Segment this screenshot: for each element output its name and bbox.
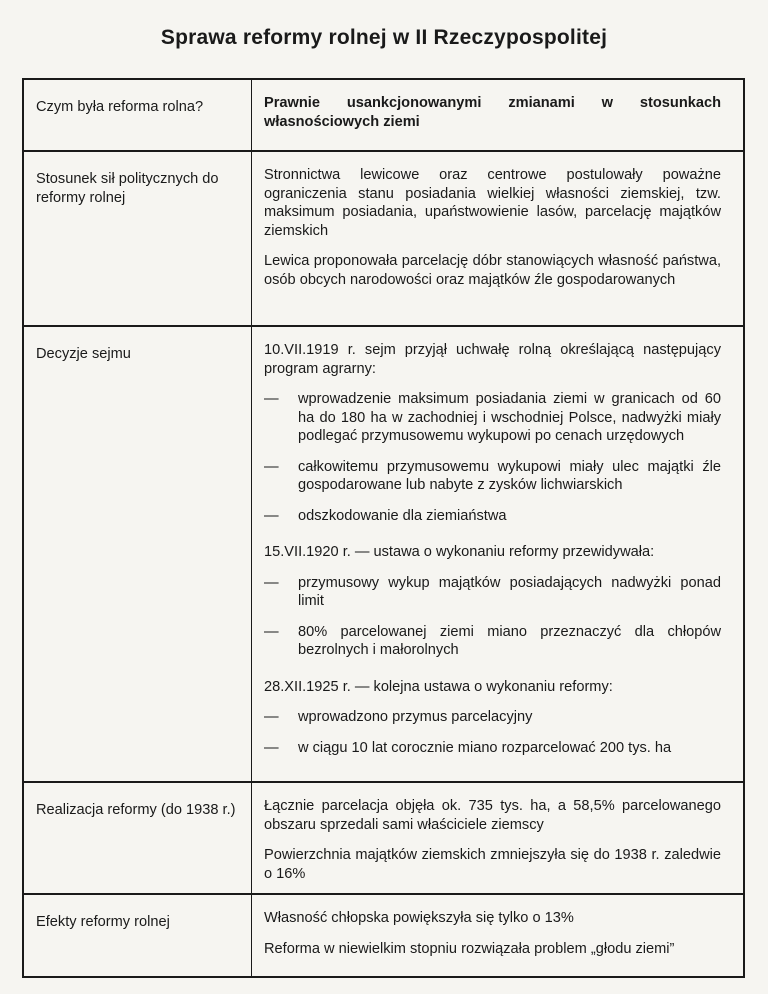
- row-content: [252, 326, 745, 782]
- list-item: — wprowadzono przymus parcelacyjny: [264, 708, 721, 727]
- paragraph: Powierzchnia majątków ziemskich zmniejszyła się do 1938 r. zaledwie o 16%: [264, 847, 721, 882]
- decision-block: [264, 678, 721, 758]
- decision-list: [264, 708, 721, 757]
- list-item: — wprowadzenie maksimum posiadania ziemi w granicach od 60 ha do 180 ha w zachodniej i wschodniej Polsce, nadwyżki miały podlegać przymusowemu wykupowi po cenach urzędowych: [264, 390, 721, 446]
- list-item: — odszkodowanie dla ziemiaństwa: [264, 507, 721, 526]
- definition-text: Prawnie usankcjonowanymi zmianami w stosunkach własnościowych ziemi: [264, 95, 721, 130]
- decision-intro: 28.XII.1925 r. — kolejna ustawa o wykonaniu reformy:: [264, 678, 613, 695]
- decision-list: [264, 390, 721, 525]
- list-item: — 80% parcelowanej ziemi miano przeznaczyć dla chłopów bezrolnych i małorolnych: [264, 623, 721, 660]
- decision-intro: 15.VII.1920 r. — ustawa o wykonaniu reformy przewidywała:: [264, 544, 655, 560]
- table-row: [23, 782, 744, 894]
- table-row: [23, 326, 744, 782]
- row-content: [252, 894, 745, 977]
- decision-intro: 10.VII.1919 r. sejm przyjął uchwałę rolną określającą następujący program agrarny:: [264, 342, 721, 377]
- paragraph: Stronnictwa lewicowe oraz centrowe postulowały poważne ograniczenia stanu posiadania wielkiej własności ziemskiej, tzw. maksimum posiadania, upaństwowienie lasów, parcelację majątków ziemskich: [264, 167, 721, 239]
- table-row: [23, 151, 744, 326]
- page-title: Sprawa reformy rolnej w II Rzeczypospolitej: [160, 26, 608, 49]
- decision-block: [264, 543, 721, 660]
- row-label: Realizacja reformy (do 1938 r.): [23, 782, 252, 894]
- table-row: [23, 894, 744, 977]
- row-content: [252, 79, 745, 151]
- paragraph: Łącznie parcelacja objęła ok. 735 tys. ha, a 58,5% parcelowanego obszaru sprzedali sami właściciele ziemscy: [264, 798, 721, 833]
- row-label: Stosunek sił politycznych do reformy rolnej: [23, 151, 252, 326]
- list-item: — całkowitemu przymusowemu wykupowi miały ulec majątki źle gospodarowane lub nabyte z zysków lichwiarskich: [264, 458, 721, 495]
- row-label: Efekty reformy rolnej: [23, 894, 252, 977]
- paragraph: Lewica proponowała parcelację dóbr stanowiących własność państwa, osób obcych narodowości oraz majątków źle gospodarowanych: [264, 253, 721, 288]
- paragraph: Reforma w niewielkim stopniu rozwiązała problem „głodu ziemi”: [264, 940, 675, 957]
- row-content: [252, 782, 745, 894]
- row-content: [252, 151, 745, 326]
- reform-table: [22, 78, 745, 978]
- decision-list: [264, 574, 721, 660]
- row-label: Czym była reforma rolna?: [36, 99, 204, 115]
- paragraph: Własność chłopska powiększyła się tylko o 13%: [264, 910, 574, 926]
- row-label: Decyzje sejmu: [23, 326, 252, 782]
- table-row: [23, 79, 744, 151]
- list-item: — przymusowy wykup majątków posiadających nadwyżki ponad limit: [264, 574, 721, 611]
- list-item: — w ciągu 10 lat corocznie miano rozparcelować 200 tys. ha: [264, 739, 721, 758]
- decision-block: [264, 341, 721, 525]
